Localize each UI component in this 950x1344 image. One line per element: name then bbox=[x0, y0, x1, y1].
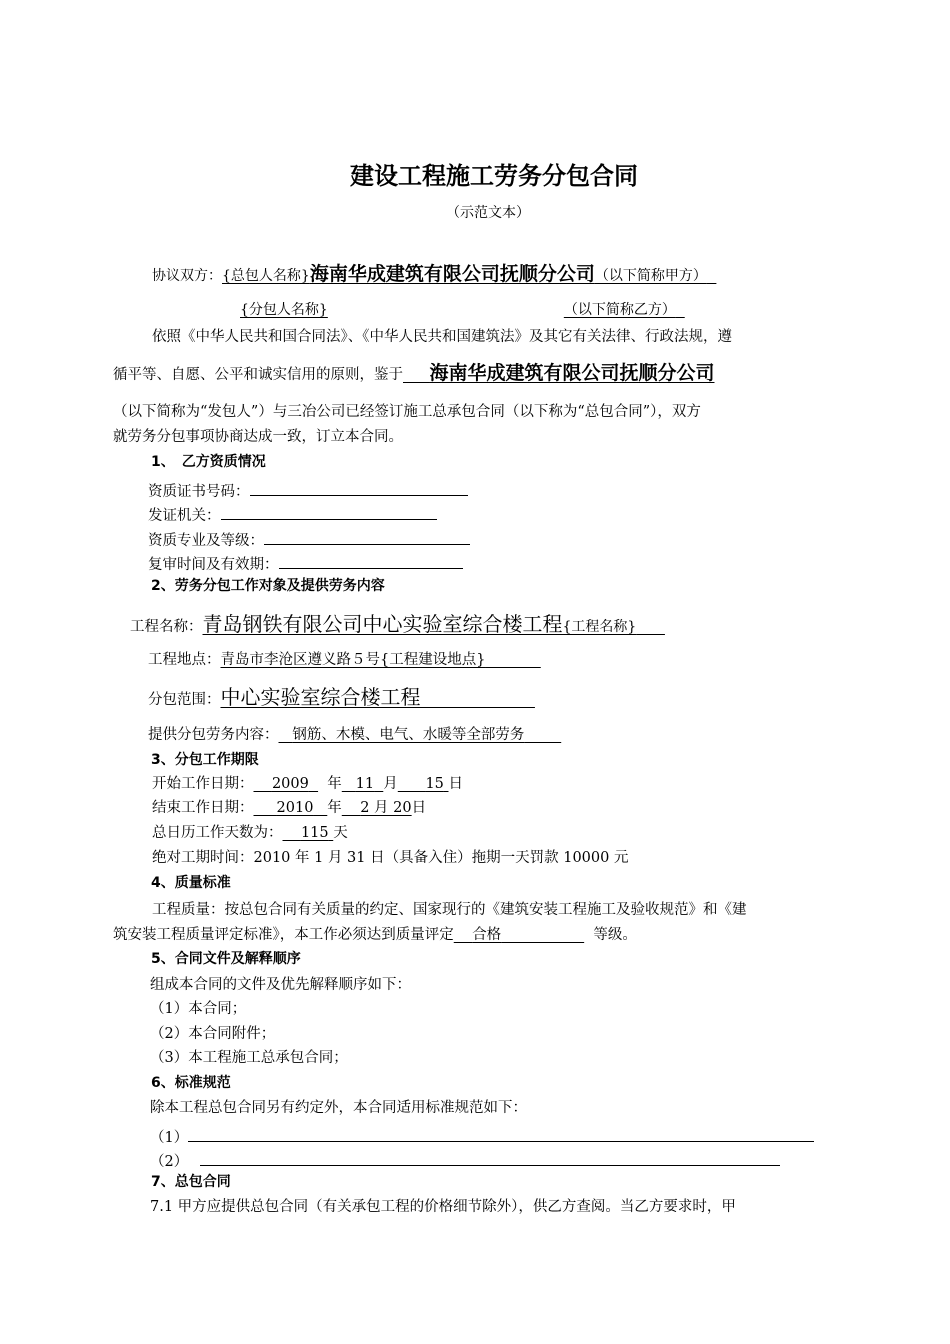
review-row bbox=[148, 553, 463, 573]
standard-item-2 bbox=[150, 1150, 780, 1170]
standard-item-1-blank bbox=[188, 1126, 814, 1142]
end-year bbox=[254, 800, 328, 816]
doc-order-intro: 组成本合同的文件及优先解释顺序如下： bbox=[150, 977, 411, 993]
section-6-heading: 6、标准规范 bbox=[151, 1075, 231, 1091]
section-2-heading: 2、劳务分包工作对象及提供劳务内容 bbox=[151, 578, 385, 594]
quality-line-2 bbox=[113, 928, 637, 943]
start-day bbox=[398, 776, 449, 792]
doc-order-item-3: （3）本工程施工总承包合同； bbox=[150, 1050, 348, 1066]
labor-content-value: 钢筋、木模、电气、水暖等全部劳务 bbox=[292, 727, 525, 743]
developer-name-text: 海南华成建筑有限公司抚顺分公司 bbox=[429, 362, 715, 384]
section-3-heading: 3、分包工作期限 bbox=[151, 752, 259, 768]
quality-line-1: 工程质量：按总包合同有关质量的约定、国家现行的《建筑安装工程施工及验收规范》和《建 bbox=[152, 902, 747, 918]
start-month-unit: 月 bbox=[383, 776, 398, 792]
scope-row bbox=[148, 687, 535, 708]
review-label: 复审时间及有效期： bbox=[148, 557, 279, 574]
doc-order-item-2: （2）本合同附件； bbox=[150, 1026, 276, 1042]
end-date-row bbox=[152, 801, 426, 816]
work-days-field bbox=[283, 825, 334, 841]
start-date-label: 开始工作日期： bbox=[152, 776, 254, 792]
sub-hint: {分包人名称} bbox=[240, 302, 328, 318]
scope-value: 中心实验室综合楼工程 bbox=[220, 685, 421, 709]
project-site-value: 青岛市李沧区遵义路５号{工程建设地点} bbox=[220, 652, 486, 668]
contractor-name: 海南华成建筑有限公司抚顺分公司 bbox=[309, 263, 595, 285]
standard-item-1-label: （1） bbox=[150, 1130, 189, 1147]
parties-contractor-line bbox=[152, 265, 716, 284]
cert-no-row bbox=[148, 480, 468, 500]
intro-line-2-text: 循平等、自愿、公平和诚实信用的原则，鉴于 bbox=[113, 367, 403, 383]
grade-label: 资质专业及等级： bbox=[148, 533, 264, 550]
issuer-row bbox=[148, 504, 437, 524]
section-5-heading: 5、合同文件及解释顺序 bbox=[151, 951, 301, 967]
work-days-row bbox=[152, 826, 348, 841]
start-day-unit: 日 bbox=[448, 776, 463, 792]
section-1-heading: 1、 乙方资质情况 bbox=[151, 454, 266, 470]
standard-item-2-label: （2） bbox=[150, 1154, 189, 1171]
project-site-row bbox=[148, 653, 541, 668]
parties-label: 协议双方： bbox=[152, 268, 222, 284]
project-site-label: 工程地点： bbox=[148, 652, 221, 668]
work-days-value: 115 bbox=[300, 825, 329, 841]
quality-line-2-text: 筑安装工程质量评定标准》，本工作必须达到质量评定 bbox=[113, 927, 454, 943]
contractor-field bbox=[222, 263, 716, 285]
developer-name bbox=[403, 362, 714, 384]
end-year-value: 2010 bbox=[276, 800, 314, 816]
end-date-label: 结束工作日期： bbox=[152, 800, 254, 816]
work-days-label: 总日历工作天数为： bbox=[152, 825, 283, 841]
end-monthday bbox=[342, 800, 412, 816]
cert-no-blank bbox=[250, 480, 468, 496]
start-year-unit: 年 bbox=[327, 776, 342, 792]
scope-field bbox=[220, 685, 535, 709]
work-days-unit: 天 bbox=[333, 825, 348, 841]
contractor-hint: {总包人名称} bbox=[222, 268, 310, 284]
section-4-heading: 4、质量标准 bbox=[151, 875, 231, 891]
absolute-period-row: 绝对工期时间：2010 年 1 月 31 日（具备入住）拖期一天罚款 10000 元 bbox=[152, 850, 629, 866]
sub-field bbox=[240, 302, 685, 318]
doc-order-item-1: （1）本合同； bbox=[150, 1001, 247, 1017]
start-month bbox=[342, 776, 384, 792]
issuer-label: 发证机关： bbox=[148, 508, 221, 525]
contractor-alias: （以下简称甲方） bbox=[594, 268, 707, 284]
end-day-unit: 日 bbox=[411, 800, 427, 816]
parties-sub-line bbox=[240, 303, 685, 317]
project-name-row bbox=[130, 614, 665, 635]
project-name-label: 工程名称： bbox=[130, 619, 203, 635]
review-blank bbox=[279, 553, 463, 569]
project-name-hint: {工程名称} bbox=[562, 619, 637, 635]
quality-grade-suffix: 等级。 bbox=[593, 927, 637, 943]
intro-line-2 bbox=[113, 364, 714, 383]
labor-content-field bbox=[279, 727, 562, 743]
end-year-unit: 年 bbox=[327, 800, 342, 816]
labor-content-label: 提供分包劳务内容： bbox=[148, 727, 279, 743]
standard-item-1 bbox=[150, 1126, 814, 1146]
section-7-heading: 7、总包合同 bbox=[151, 1174, 231, 1190]
standards-intro: 除本工程总包合同另有约定外，本合同适用标准规范如下： bbox=[150, 1100, 527, 1116]
quality-grade-field bbox=[454, 927, 584, 943]
start-day-value: 15 bbox=[425, 776, 444, 792]
cert-no-label: 资质证书号码： bbox=[148, 484, 250, 501]
end-monthday-value: 2 月 20 bbox=[360, 800, 412, 816]
sub-alias: （以下简称乙方） bbox=[563, 302, 676, 318]
start-date-row bbox=[152, 777, 463, 792]
project-name-field bbox=[202, 612, 665, 636]
start-year-value: 2009 bbox=[271, 776, 309, 792]
scope-label: 分包范围： bbox=[148, 692, 221, 708]
general-contract-line-1: 7.1 甲方应提供总包合同（有关承包工程的价格细节除外），供乙方查阅。当乙方要求时，甲 bbox=[150, 1199, 736, 1215]
labor-content-row bbox=[148, 728, 561, 743]
project-site-field bbox=[221, 652, 541, 668]
quality-grade-value: 合格 bbox=[472, 927, 502, 943]
intro-line-3: （以下简称为“发包人”）与三冶公司已经签订施工总承包合同（以下称为“总包合同”），双方 bbox=[113, 404, 701, 420]
standard-item-2-blank bbox=[200, 1150, 780, 1166]
start-month-value: 11 bbox=[355, 776, 375, 792]
document-title: 建设工程施工劳务分包合同 bbox=[350, 162, 638, 190]
grade-blank bbox=[264, 529, 470, 545]
start-year bbox=[254, 776, 319, 792]
intro-line-4: 就劳务分包事项协商达成一致，订立本合同。 bbox=[113, 429, 403, 445]
project-name-value: 青岛钢铁有限公司中心实验室综合楼工程 bbox=[202, 612, 563, 636]
intro-line-1: 依照《中华人民共和国合同法》、《中华人民共和国建筑法》及其它有关法律、行政法规，遵 bbox=[152, 329, 732, 345]
document-subtitle: （示范文本） bbox=[446, 205, 530, 221]
issuer-blank bbox=[221, 504, 437, 520]
grade-row bbox=[148, 529, 470, 549]
